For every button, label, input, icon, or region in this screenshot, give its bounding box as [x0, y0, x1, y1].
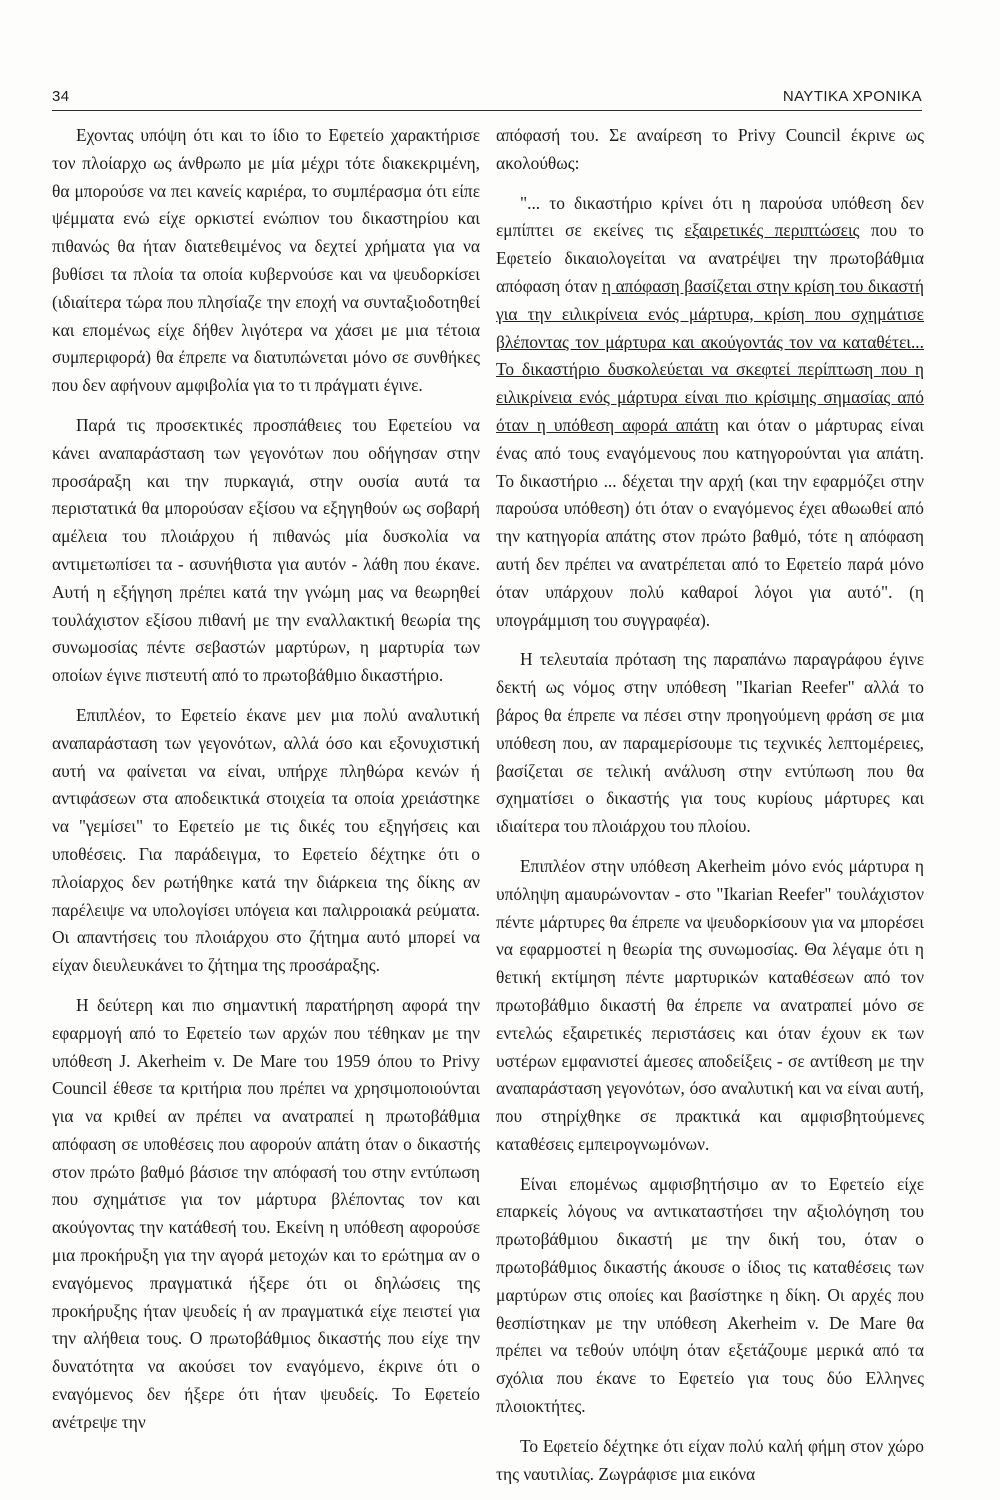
- paragraph: Το Εφετείο δέχτηκε ότι είχαν πολύ καλή φήμη στον χώρο της ναυτιλίας. Ζωγράφισε μια εικόνα: [496, 1435, 924, 1484]
- paragraph-continued: απόφασή του. Σε αναίρεση το Privy Council έκρινε ως ακολούθως:: [496, 125, 924, 173]
- page-number: 34: [52, 88, 70, 105]
- block-quote: [496, 190, 924, 635]
- underlined-text: εξαιρετικές περιπτώσεις: [684, 220, 860, 241]
- quote-text: που το Εφετείο δικαιολογείται να ανατρέψει την πρωτοβάθμια απόφαση όταν: [496, 220, 925, 296]
- paragraph: Η δεύτερη και πιο σημαντική παρατήρηση αφορά την εφαρμογή από το Εφετείο των αρχών που τέθηκαν με την υπόθεση J. Akerheim v. De Mare του 1959 όπου το Privy Council έθεσε τα κριτήρια που πρέπει να χρησιμοποιούνται για να κριθεί αν πρέπει να ανατραπεί η πρωτοβάθμια απόφαση σε υποθέσεις που αφορούν απάτη όταν ο δικαστής στον πρώτο βαθμό βάσισε την απόφασή του στην εντύπωση που σχημάτισε για τον μάρτυρα βλέποντας τον και ακούγοντας την κατάθεσή του. Εκείνη η υπόθεση αφορούσε μια προκήρυξη για την αγορά μετοχών και το ερώτημα αν ο εναγόμενος πραγματικά ήξερε ότι οι δηλώσεις της προκήρυξης ήταν ψευδείς ή αν πραγματικά είχε πειστεί για την αλήθεια τους. Ο πρωτοβάθμιος δικαστής που είχε την δυνατότητα να ακούσει τον εναγόμενο, έκρινε ότι ο εναγόμενος δεν ήξερε ότι ήταν ψευδείς. Το Εφετείο ανέτρεψε την: [52, 994, 480, 1432]
- paragraph: Είναι επομένως αμφισβητήσιμο αν το Εφετείο είχε επαρκείς λόγους να αντικαταστήσει την αξιολόγηση του πρωτοβάθμιου δικαστή με την δική του, όταν ο πρωτοβάθμιος δικαστής άκουσε ο ίδιος τις καταθέσεις των μαρτύρων στις οποίες και βασίστηκε η δίκη. Οι αρχές που θεσπίστηκαν με την υπόθεση Akerheim v. De Mare θα πρέπει να τεθούν υπόψη όταν εξετάζουμε μερικά από τα σχόλια που έκανε το Εφετείο για τους δύο Ελληνες πλοιοκτήτες.: [496, 1173, 924, 1417]
- quote-text: "... το δικαστήριο κρίνει ότι η παρούσα υπόθεση δεν εμπίπτει σε εκείνες τις: [496, 192, 924, 241]
- quote-text: και όταν ο μάρτυρας είναι ένας από τους εναγόμενους που κατηγορούνται για απάτη. Το δικαστήριο ... δέχεται την αρχή (και την εφαρμόζει στην παρούσα υπόθεση) ότι όταν ο εναγόμενος έχει αθωωθεί από την κατηγορία απάτης στον πρώτο βαθμό, τότε η απόφαση αυτή δεν πρέπει να ανατρέπεται από το Εφετείο παρά μόνο όταν υπάρχουν πολύ καθαροί λόγοι για αυτό". (η υπογράμμιση του συγγραφέα).: [496, 414, 924, 630]
- underlined-text: η απόφαση βασίζεται στην κρίση του δικαστή για την ειλικρίνεια ενός μάρτυρα, κρίση που σχημάτισε βλέποντας τον μάρτυρα και ακούγοντάς τον να καταθέτει... Το δικαστήριο δυσκολεύεται να σκεφτεί περίπτωση που η ειλικρίνεια ενός μάρτυρα είναι πιο κρίσιμης σημασίας από όταν η υπόθεση αφορά απάτη: [496, 275, 924, 435]
- right-column: [496, 122, 924, 1500]
- paragraph: Επιπλέον στην υπόθεση Akerheim μόνο ενός μάρτυρα η υπόληψη αμαυρώνονταν - στο "Ikarian Reefer" τουλάχιστον πέντε μάρτυρες θα έπρεπε να ψευδορκίσουν για να μπορέσει να εφαρμοστεί η θεωρία της συνωμοσίας. Θα λέγαμε ότι η θετική εκτίμηση πέντε μαρτυρικών καταθέσεων από τον πρωτοβάθμιο δικαστή θα έπρεπε να ανατραπεί μόνο σε εντελώς εξαιρετικές περιστάσεις και όταν έχουν εκ των υστέρων εμφανιστεί άμεσες αποδείξεις - σε αντίθεση με την αναπαράσταση γεγονότων, όσο αναλυτική και να είναι αυτή, που στηρίχθηκε σε πρακτικά και αμφισβητούμενες καταθέσεις εμπειρογνωμόνων.: [496, 855, 924, 1154]
- left-column: [52, 122, 480, 1449]
- paragraph: Παρά τις προσεκτικές προσπάθειες του Εφετείου να κάνει αναπαράσταση των γεγονότων που οδήγησαν στην προσάραξη και την πυρκαγιά, στην ουσία αυτά τα περιστατικά θα μπορούσαν εξίσου να εξηγηθούν ως σοβαρή αμέλεια του πλοιάρχου ή πιθανώς μία δυσκολία να αντιμετωπίσει τα - ασυνήθιστα για αυτόν - λάθη που έκανε. Αυτή η εξήγηση πρέπει κατά την γνώμη μας να θεωρηθεί τουλάχιστον εξίσου πιθανή με την εναλλακτική θεωρία της συνωμοσίας πέντε σεβαστών μαρτύρων, η μαρτυρία των οποίων έγινε πιστευτή από το πρωτοβάθμιο δικαστήριο.: [52, 414, 480, 686]
- paragraph: Εχοντας υπόψη ότι και το ίδιο το Εφετείο χαρακτήρισε τον πλοίαρχο ως άνθρωπο με μία μέχρι τότε διακεκριμένη, θα μπορούσε να πει κανείς καριέρα, το συμπέρασμα ότι είπε ψέμματα ενώ είχε ορκιστεί ενώπιον του δικαστηρίου και πιθανώς θα ήταν διατεθειμένος να δεχτεί χρήματα για να βυθίσει τα πλοία τα οποία κυβερνούσε και να ψευδορκίσει (ιδιαίτερα τώρα που πλησίαζε την εποχή να συνταξιοδοτηθεί και επομένως είχε δήθεν λιγότερα να χάσει με μια τέτοια συμπεριφορά) θα έπρεπε να διατυπώνεται μόνο σε συνθήκες που δεν αφήνουν αμφιβολία για το τι πράγματι έγινε.: [52, 125, 480, 396]
- paragraph: Επιπλέον, το Εφετείο έκανε μεν μια πολύ αναλυτική αναπαράσταση των γεγονότων, αλλά όσο και εξονυχιστική αυτή να φαίνεται να είναι, υπήρχε πληθώρα κενών ή αντιφάσεων στα αποδεικτικά στοιχεία τα οποία χρειάστηκε να "γεμίσει" το Εφετείο με τις δικές του εξηγήσεις και υποθέσεις. Για παράδειγμα, το Εφετείο δέχτηκε ότι ο πλοίαρχος δεν ρωτήθηκε κατά την διάρκεια της δίκης αν παρέλειψε να υπολογίσει υπόγεια και παλιρροιακά ρεύματα. Οι απαντήσεις του πλοιάρχου στο ζήτημα αυτό μπορεί να είχαν διευλευκάνει το ζήτημα της προσάραξης.: [52, 704, 480, 976]
- page-header: [52, 80, 922, 111]
- running-title: ΝΑΥΤΙΚΑ ΧΡΟΝΙΚΑ: [782, 88, 922, 105]
- paragraph: Η τελευταία πρόταση της παραπάνω παραγράφου έγινε δεκτή ως νόμος στην υπόθεση "Ikarian Reefer" αλλά το βάρος θα έπρεπε να πέσει στην προηγούμενη φράση σε μια υπόθεση που, αν παραμερίσουμε τις τεχνικές λεπτομέρειες, βασίζεται σε τελική ανάλυση στην εντύπωση που θα σχηματίσει ο δικαστής για τους κυρίους μάρτυρες και ιδιαίτερα του πλοιάρχου του πλοίου.: [496, 649, 924, 837]
